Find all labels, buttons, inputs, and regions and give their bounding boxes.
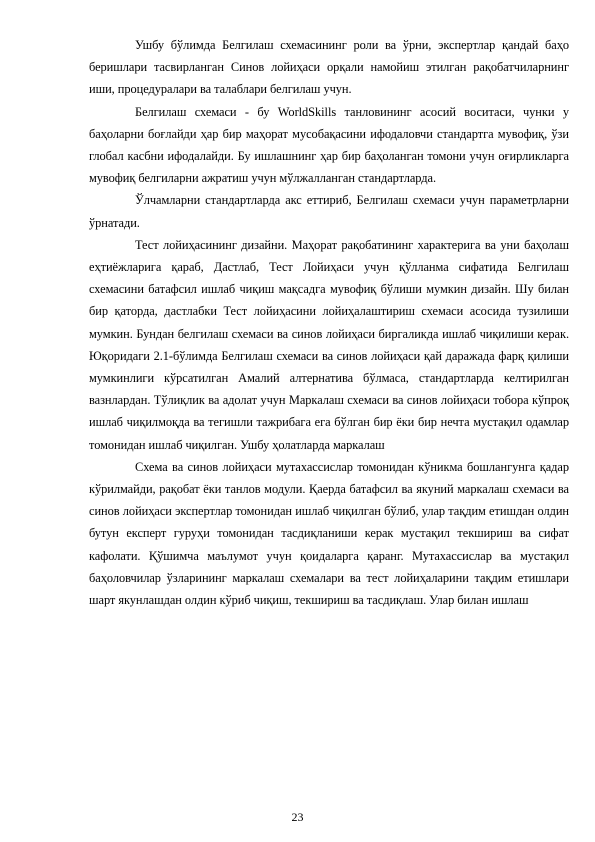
page-number: 23 (291, 810, 304, 824)
paragraph-experts-review: Схема ва синов лойиҳаси мутахассислар томонидан кўникма бошлангунга қадар кўрилмайди, рақобат ёки танлов модули. Қаерда батафсил ва якуний маркалаш схемаси ва синов лойиҳаси экспертлар томонидан ишлаб чиқилган бўлиб, улар тақдим етишдан олдин бутун експерт гуруҳи томонидан тасдиқланиши керак мустақил текшириш ва сифат кафолати. Қўшимча маълумот учун қоидаларга қаранг. Мутахассислар ва мустақил баҳоловчилар ўзларининг маркалаш схемалари ва тест лойиҳаларини тақдим етишлари шарт якунлашдан олдин кўриб чиқиш, текшириш ва тасдиқлаш. Улар билан ишлаш (89, 459, 569, 608)
paragraph-marking-scheme: Белгилаш схемаси - бу WorldSkills танловининг асосий воситаси, чунки у баҳоларни боғлайди ҳар бир маҳорат мусобақасини ифодаловчи стандартга мувофиқ, ўзи глобал касбни ифодалайди. Бу ишлашнинг ҳар бир баҳоланган томони учун оғирликларга мувофиқ белгиларни ажратиш учун мўлжалланган стандартларда. (89, 104, 569, 186)
body-text (89, 34, 569, 611)
paragraph-parameters: Ўлчамларни стандартларда акс еттириб, Белгилаш схемаси учун параметрларни ўрнатади. (89, 193, 569, 230)
paragraph-section-intro: Ушбу бўлимда Белгилаш схемасининг роли ва ўрни, экспертлар қандай баҳо беришлари тасвирланган Синов лойиҳаси орқали намойиш этилган рақобатчиларнинг иши, процедуралари ва талаблари белгилаш учун. (89, 38, 569, 97)
paragraph-test-project-design: Тест лойиҳасининг дизайни. Маҳорат рақобатининг характерига ва уни баҳолаш еҳтиёжларига қараб, Дастлаб, Тест Лойиҳаси учун қўлланма сифатида Белгилаш схемасини батафсил ишлаб чиқиш мақсадга мувофиқ бўлиши мумкин дизайн. Шу билан бир қаторда, дастлабки Тест лойиҳасини лойиҳалаштириш схемаси асосида тузилиши мумкин. Бундан белгилаш схемаси ва синов лойиҳаси биргаликда ишлаб чиқилиши керак. Юқоридаги 2.1-бўлимда Белгилаш схемаси ва синов лойиҳаси қай даражада фарқ қилиши мумкинлиги кўрсатилган Амалий алтернатива бўлмаса, стандартларда келтирилган вазнлардан. Тўлиқлик ва адолат учун Маркалаш схемаси ва синов лойиҳаси тобора кўпроқ ишлаб чиқилмоқда ва тегишли тажрибага ега бўлган бир ёки бир нечта мустақил одамлар томонидан ишлаб чиқилган. Ушбу ҳолатларда маркалаш (89, 237, 569, 452)
